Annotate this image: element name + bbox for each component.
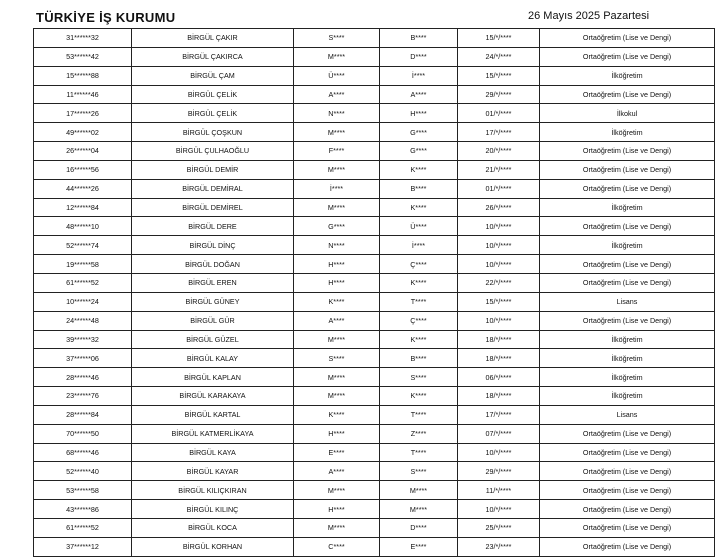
id-cell: 31******32 xyxy=(34,29,132,48)
education-cell: Ortaöğretim (Lise ve Dengi) xyxy=(540,481,715,500)
mother-initial-cell: G**** xyxy=(380,142,458,161)
id-cell: 68******46 xyxy=(34,443,132,462)
father-initial-cell: N**** xyxy=(294,236,380,255)
id-cell: 44******26 xyxy=(34,179,132,198)
name-cell: BİRGÜL ÇELİK xyxy=(132,85,294,104)
education-cell: Ortaöğretim (Lise ve Dengi) xyxy=(540,160,715,179)
education-cell: İlköğretim xyxy=(540,198,715,217)
mother-initial-cell: T**** xyxy=(380,443,458,462)
mother-initial-cell: G**** xyxy=(380,123,458,142)
table-row xyxy=(34,462,715,481)
education-cell: İlköğretim xyxy=(540,236,715,255)
education-cell: İlköğretim xyxy=(540,123,715,142)
birth-date-cell: 10/*/**** xyxy=(458,500,540,519)
id-cell: 37******12 xyxy=(34,537,132,556)
id-cell: 70******50 xyxy=(34,424,132,443)
mother-initial-cell: K**** xyxy=(380,160,458,179)
table-row xyxy=(34,518,715,537)
education-cell: Ortaöğretim (Lise ve Dengi) xyxy=(540,273,715,292)
education-cell: Ortaöğretim (Lise ve Dengi) xyxy=(540,179,715,198)
education-cell: İlköğretim xyxy=(540,387,715,406)
table-row xyxy=(34,405,715,424)
table-row xyxy=(34,368,715,387)
education-cell: Ortaöğretim (Lise ve Dengi) xyxy=(540,217,715,236)
name-cell: BİRGÜL DOĞAN xyxy=(132,255,294,274)
name-cell: BİRGÜL ÇAKIRCA xyxy=(132,47,294,66)
father-initial-cell: M**** xyxy=(294,123,380,142)
mother-initial-cell: B**** xyxy=(380,349,458,368)
education-cell: İlköğretim xyxy=(540,66,715,85)
id-cell: 17******26 xyxy=(34,104,132,123)
name-cell: BİRGÜL KAYAR xyxy=(132,462,294,481)
father-initial-cell: S**** xyxy=(294,29,380,48)
mother-initial-cell: K**** xyxy=(380,198,458,217)
education-cell: Ortaöğretim (Lise ve Dengi) xyxy=(540,443,715,462)
name-cell: BİRGÜL ÇOŞKUN xyxy=(132,123,294,142)
education-cell: İlköğretim xyxy=(540,368,715,387)
id-cell: 28******46 xyxy=(34,368,132,387)
father-initial-cell: K**** xyxy=(294,405,380,424)
education-cell: Ortaöğretim (Lise ve Dengi) xyxy=(540,462,715,481)
id-cell: 53******58 xyxy=(34,481,132,500)
name-cell: BİRGÜL KORHAN xyxy=(132,537,294,556)
birth-date-cell: 11/*/**** xyxy=(458,481,540,500)
father-initial-cell: H**** xyxy=(294,255,380,274)
name-cell: BİRGÜL ÇELİK xyxy=(132,104,294,123)
mother-initial-cell: S**** xyxy=(380,368,458,387)
birth-date-cell: 29/*/**** xyxy=(458,85,540,104)
mother-initial-cell: S**** xyxy=(380,462,458,481)
father-initial-cell: H**** xyxy=(294,424,380,443)
father-initial-cell: C**** xyxy=(294,537,380,556)
table-row xyxy=(34,123,715,142)
table-row xyxy=(34,255,715,274)
table-row xyxy=(34,500,715,519)
id-cell: 15******88 xyxy=(34,66,132,85)
father-initial-cell: A**** xyxy=(294,462,380,481)
education-cell: Lisans xyxy=(540,405,715,424)
table-row xyxy=(34,160,715,179)
records-table-body xyxy=(34,29,715,557)
mother-initial-cell: T**** xyxy=(380,292,458,311)
name-cell: BİRGÜL GÜZEL xyxy=(132,330,294,349)
birth-date-cell: 10/*/**** xyxy=(458,255,540,274)
table-row xyxy=(34,47,715,66)
education-cell: Ortaöğretim (Lise ve Dengi) xyxy=(540,142,715,161)
mother-initial-cell: İ**** xyxy=(380,66,458,85)
table-row xyxy=(34,443,715,462)
education-cell: Ortaöğretim (Lise ve Dengi) xyxy=(540,85,715,104)
education-cell: Ortaöğretim (Lise ve Dengi) xyxy=(540,47,715,66)
education-cell: Lisans xyxy=(540,292,715,311)
father-initial-cell: M**** xyxy=(294,481,380,500)
table-row xyxy=(34,179,715,198)
education-cell: Ortaöğretim (Lise ve Dengi) xyxy=(540,537,715,556)
birth-date-cell: 25/*/**** xyxy=(458,518,540,537)
education-cell: İlköğretim xyxy=(540,330,715,349)
mother-initial-cell: A**** xyxy=(380,85,458,104)
table-row xyxy=(34,273,715,292)
name-cell: BİRGÜL ÇAKIR xyxy=(132,29,294,48)
father-initial-cell: Ü**** xyxy=(294,66,380,85)
name-cell: BİRGÜL ÇULHAOĞLU xyxy=(132,142,294,161)
table-row xyxy=(34,217,715,236)
name-cell: BİRGÜL KATMERLİKAYA xyxy=(132,424,294,443)
id-cell: 49******02 xyxy=(34,123,132,142)
father-initial-cell: S**** xyxy=(294,349,380,368)
mother-initial-cell: K**** xyxy=(380,330,458,349)
table-row xyxy=(34,424,715,443)
mother-initial-cell: K**** xyxy=(380,387,458,406)
table-row xyxy=(34,481,715,500)
id-cell: 52******40 xyxy=(34,462,132,481)
mother-initial-cell: D**** xyxy=(380,47,458,66)
birth-date-cell: 10/*/**** xyxy=(458,443,540,462)
name-cell: BİRGÜL ÇAM xyxy=(132,66,294,85)
birth-date-cell: 17/*/**** xyxy=(458,123,540,142)
name-cell: BİRGÜL KARAKAYA xyxy=(132,387,294,406)
father-initial-cell: H**** xyxy=(294,500,380,519)
id-cell: 61******52 xyxy=(34,518,132,537)
mother-initial-cell: D**** xyxy=(380,518,458,537)
name-cell: BİRGÜL EREN xyxy=(132,273,294,292)
birth-date-cell: 07/*/**** xyxy=(458,424,540,443)
name-cell: BİRGÜL KILINÇ xyxy=(132,500,294,519)
mother-initial-cell: Ü**** xyxy=(380,217,458,236)
id-cell: 23******76 xyxy=(34,387,132,406)
father-initial-cell: M**** xyxy=(294,47,380,66)
name-cell: BİRGÜL KAYA xyxy=(132,443,294,462)
birth-date-cell: 15/*/**** xyxy=(458,29,540,48)
birth-date-cell: 21/*/**** xyxy=(458,160,540,179)
mother-initial-cell: B**** xyxy=(380,29,458,48)
father-initial-cell: M**** xyxy=(294,518,380,537)
name-cell: BİRGÜL GÜNEY xyxy=(132,292,294,311)
id-cell: 52******74 xyxy=(34,236,132,255)
father-initial-cell: A**** xyxy=(294,85,380,104)
table-row xyxy=(34,330,715,349)
birth-date-cell: 01/*/**** xyxy=(458,179,540,198)
birth-date-cell: 26/*/**** xyxy=(458,198,540,217)
table-row xyxy=(34,387,715,406)
birth-date-cell: 20/*/**** xyxy=(458,142,540,161)
table-row xyxy=(34,349,715,368)
birth-date-cell: 01/*/**** xyxy=(458,104,540,123)
education-cell: Ortaöğretim (Lise ve Dengi) xyxy=(540,255,715,274)
father-initial-cell: A**** xyxy=(294,311,380,330)
mother-initial-cell: E**** xyxy=(380,537,458,556)
name-cell: BİRGÜL KOCA xyxy=(132,518,294,537)
mother-initial-cell: İ**** xyxy=(380,236,458,255)
education-cell: Ortaöğretim (Lise ve Dengi) xyxy=(540,518,715,537)
father-initial-cell: N**** xyxy=(294,104,380,123)
father-initial-cell: F**** xyxy=(294,142,380,161)
mother-initial-cell: K**** xyxy=(380,273,458,292)
mother-initial-cell: Z**** xyxy=(380,424,458,443)
birth-date-cell: 18/*/**** xyxy=(458,349,540,368)
birth-date-cell: 15/*/**** xyxy=(458,66,540,85)
organization-title: TÜRKİYE İŞ KURUMU xyxy=(36,10,176,25)
birth-date-cell: 10/*/**** xyxy=(458,217,540,236)
id-cell: 48******10 xyxy=(34,217,132,236)
records-table xyxy=(33,28,715,557)
mother-initial-cell: H**** xyxy=(380,104,458,123)
name-cell: BİRGÜL KAPLAN xyxy=(132,368,294,387)
table-row xyxy=(34,236,715,255)
mother-initial-cell: T**** xyxy=(380,405,458,424)
name-cell: BİRGÜL DEMİR xyxy=(132,160,294,179)
table-row xyxy=(34,292,715,311)
mother-initial-cell: Ç**** xyxy=(380,255,458,274)
mother-initial-cell: M**** xyxy=(380,481,458,500)
father-initial-cell: G**** xyxy=(294,217,380,236)
table-row xyxy=(34,85,715,104)
name-cell: BİRGÜL KALAY xyxy=(132,349,294,368)
father-initial-cell: M**** xyxy=(294,368,380,387)
education-cell: Ortaöğretim (Lise ve Dengi) xyxy=(540,424,715,443)
table-row xyxy=(34,29,715,48)
id-cell: 16******56 xyxy=(34,160,132,179)
birth-date-cell: 10/*/**** xyxy=(458,236,540,255)
table-row xyxy=(34,311,715,330)
id-cell: 24******48 xyxy=(34,311,132,330)
birth-date-cell: 15/*/**** xyxy=(458,292,540,311)
birth-date-cell: 18/*/**** xyxy=(458,330,540,349)
id-cell: 37******06 xyxy=(34,349,132,368)
name-cell: BİRGÜL DEMİRAL xyxy=(132,179,294,198)
birth-date-cell: 18/*/**** xyxy=(458,387,540,406)
father-initial-cell: İ**** xyxy=(294,179,380,198)
father-initial-cell: K**** xyxy=(294,292,380,311)
page-header xyxy=(0,0,720,28)
table-row xyxy=(34,66,715,85)
education-cell: İlköğretim xyxy=(540,349,715,368)
father-initial-cell: M**** xyxy=(294,198,380,217)
name-cell: BİRGÜL KARTAL xyxy=(132,405,294,424)
id-cell: 39******32 xyxy=(34,330,132,349)
education-cell: İlkokul xyxy=(540,104,715,123)
id-cell: 26******04 xyxy=(34,142,132,161)
father-initial-cell: M**** xyxy=(294,160,380,179)
name-cell: BİRGÜL KILIÇKIRAN xyxy=(132,481,294,500)
birth-date-cell: 23/*/**** xyxy=(458,537,540,556)
name-cell: BİRGÜL DEMİREL xyxy=(132,198,294,217)
name-cell: BİRGÜL DERE xyxy=(132,217,294,236)
table-row xyxy=(34,104,715,123)
mother-initial-cell: M**** xyxy=(380,500,458,519)
id-cell: 43******86 xyxy=(34,500,132,519)
id-cell: 28******84 xyxy=(34,405,132,424)
id-cell: 19******58 xyxy=(34,255,132,274)
education-cell: Ortaöğretim (Lise ve Dengi) xyxy=(540,29,715,48)
document-date: 26 Mayıs 2025 Pazartesi xyxy=(528,10,650,22)
education-cell: Ortaöğretim (Lise ve Dengi) xyxy=(540,500,715,519)
id-cell: 61******52 xyxy=(34,273,132,292)
father-initial-cell: M**** xyxy=(294,330,380,349)
id-cell: 53******42 xyxy=(34,47,132,66)
father-initial-cell: E**** xyxy=(294,443,380,462)
id-cell: 10******24 xyxy=(34,292,132,311)
name-cell: BİRGÜL GÜR xyxy=(132,311,294,330)
education-cell: Ortaöğretim (Lise ve Dengi) xyxy=(540,311,715,330)
father-initial-cell: H**** xyxy=(294,273,380,292)
birth-date-cell: 22/*/**** xyxy=(458,273,540,292)
id-cell: 12******84 xyxy=(34,198,132,217)
birth-date-cell: 24/*/**** xyxy=(458,47,540,66)
mother-initial-cell: Ç**** xyxy=(380,311,458,330)
table-row xyxy=(34,142,715,161)
name-cell: BİRGÜL DİNÇ xyxy=(132,236,294,255)
father-initial-cell: M**** xyxy=(294,387,380,406)
id-cell: 11******46 xyxy=(34,85,132,104)
birth-date-cell: 06/*/**** xyxy=(458,368,540,387)
birth-date-cell: 10/*/**** xyxy=(458,311,540,330)
birth-date-cell: 29/*/**** xyxy=(458,462,540,481)
table-row xyxy=(34,537,715,556)
mother-initial-cell: B**** xyxy=(380,179,458,198)
table-row xyxy=(34,198,715,217)
birth-date-cell: 17/*/**** xyxy=(458,405,540,424)
